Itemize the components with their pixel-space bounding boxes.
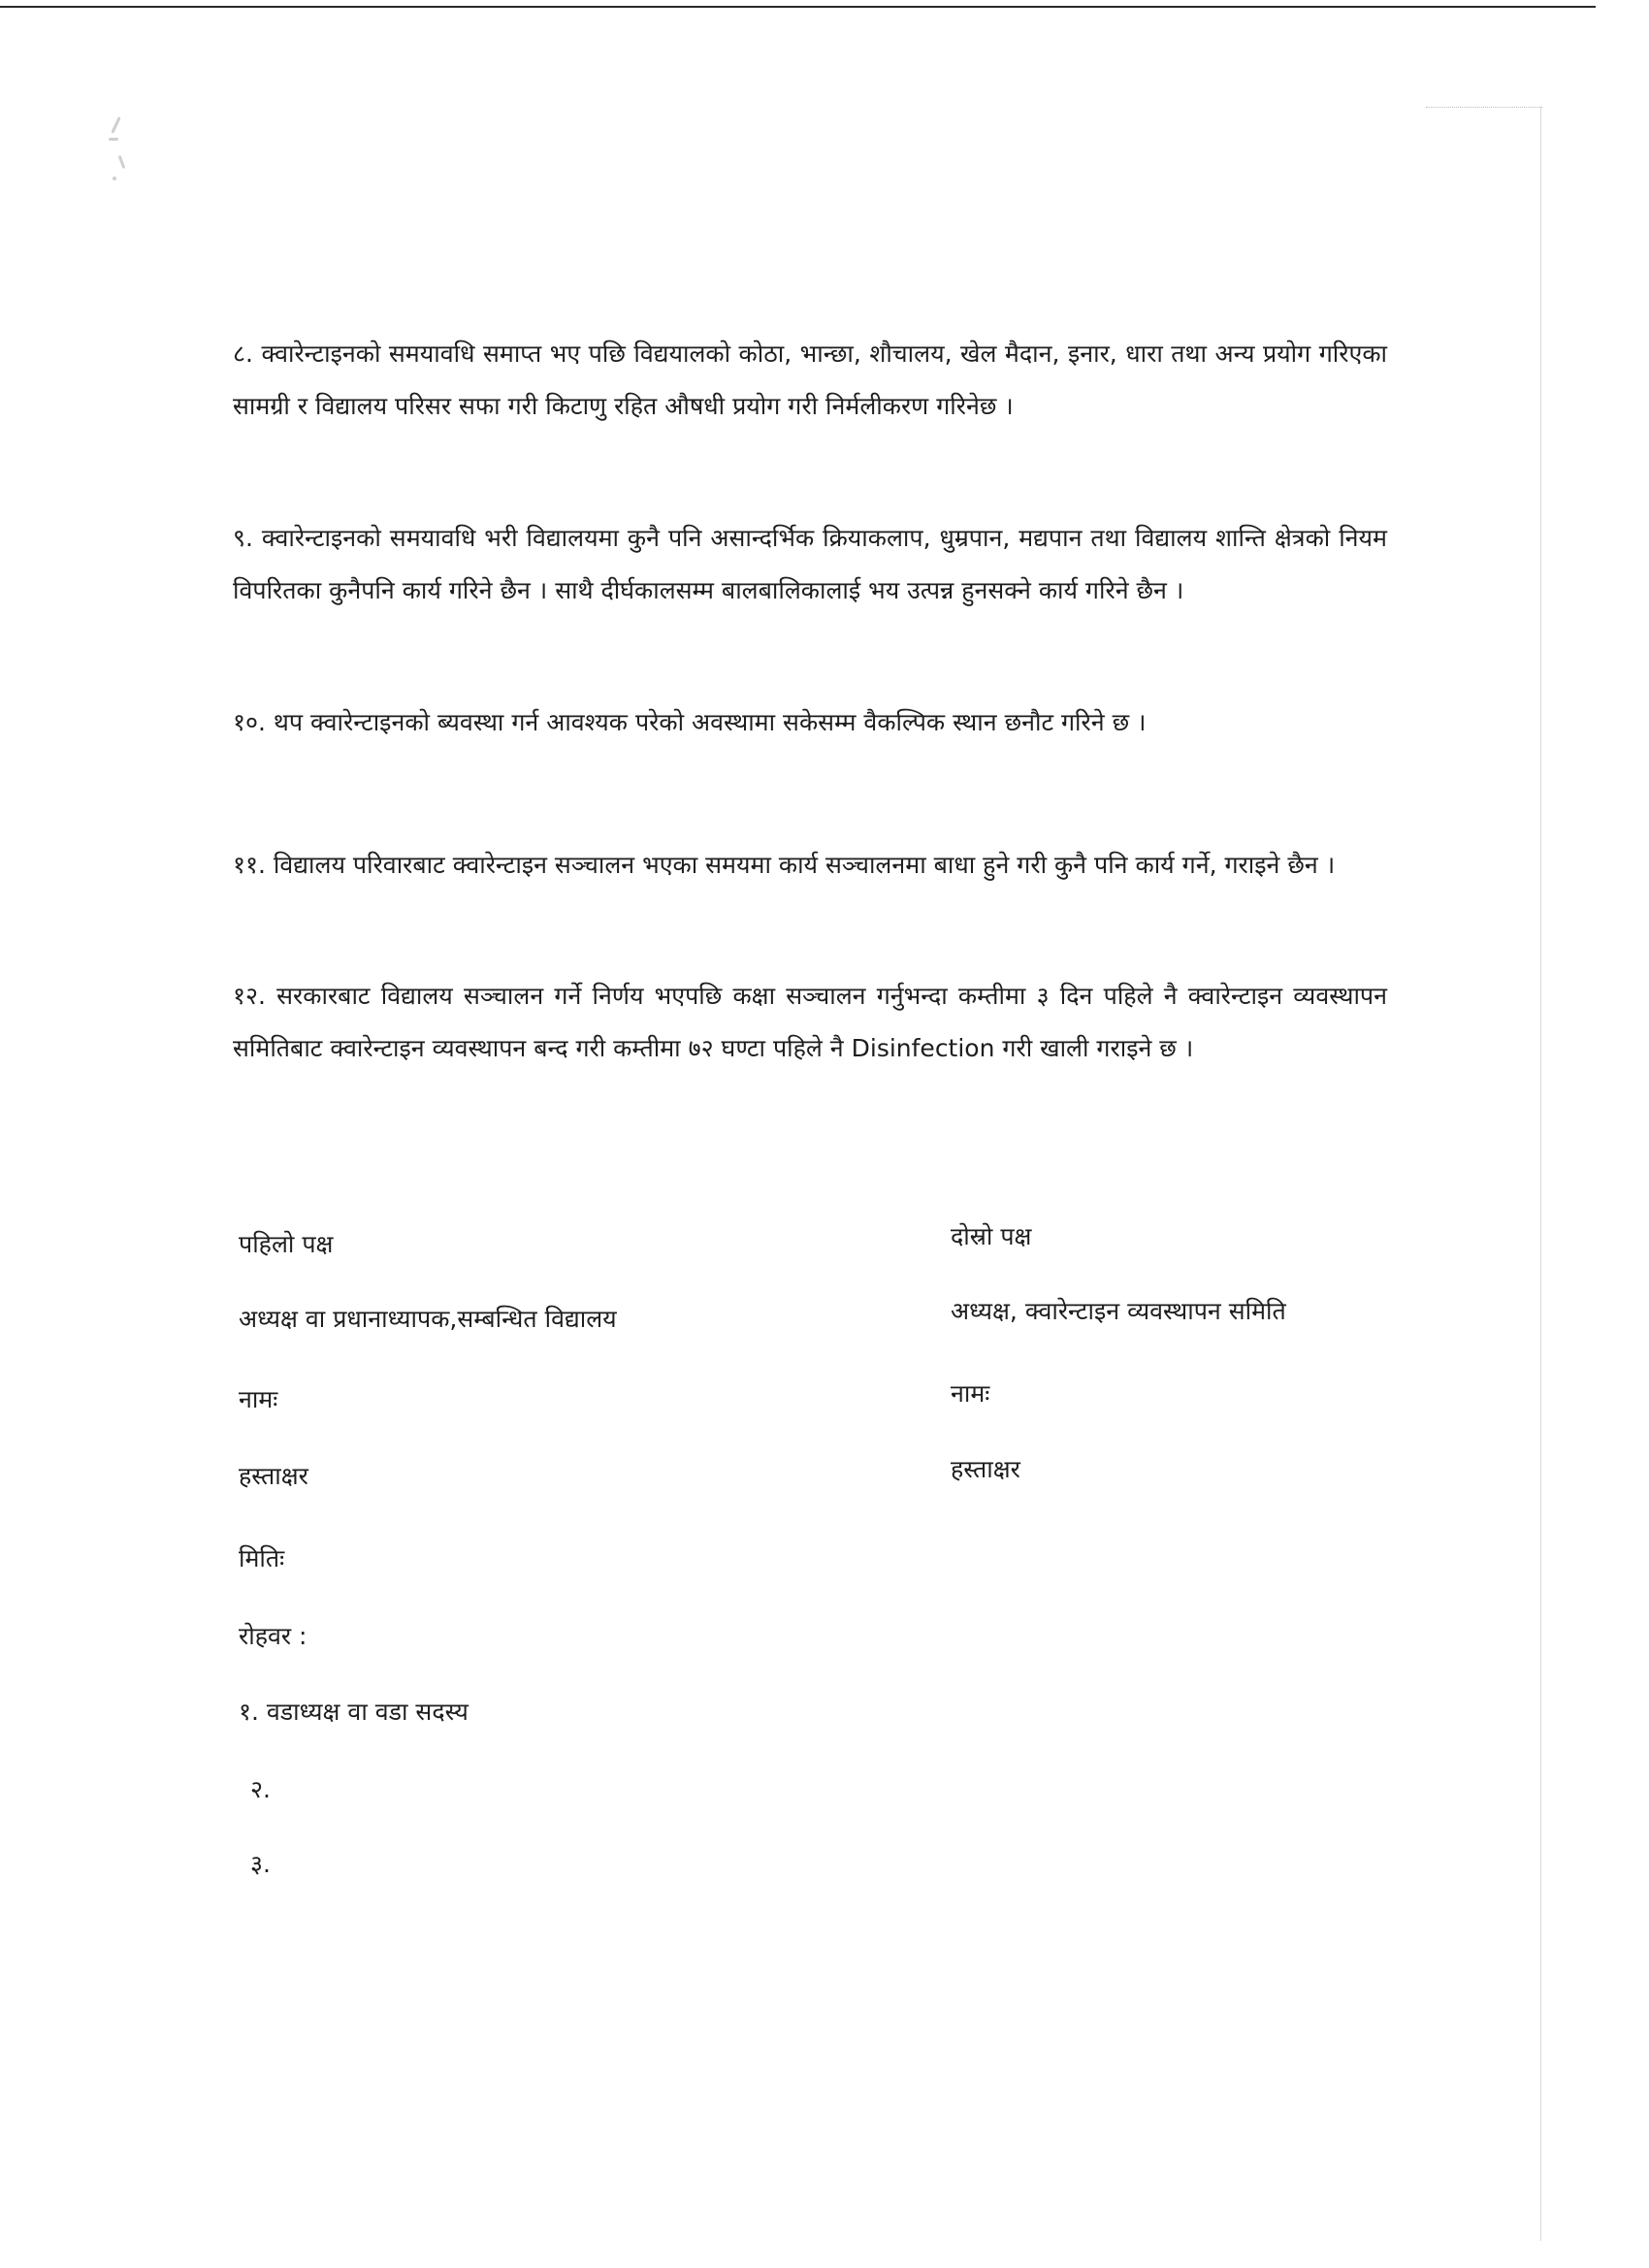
paragraph-8: ८. क्वारेन्टाइनको समयावधि समाप्त भए पछि विद्ययालको कोठा, भान्छा, शौचालय, खेल मैदान, इनार, धारा तथा अन्य प्रयोग गरिएका सामग्री र विद्यालय परिसर सफा गरी किटाणु रहित औषधी प्रयोग गरी निर्मलीकरण गरिनेछ । <box>233 340 1387 420</box>
second-party-name-label: नामः <box>951 1379 990 1408</box>
second-party-heading: दोस्रो पक्ष <box>951 1222 1032 1250</box>
first-party-role: अध्यक्ष वा प्रधानाध्यापक,सम्बन्धित विद्यालय <box>239 1305 617 1333</box>
paragraph-11: ११. विद्यालय परिवारबाट क्वारेन्टाइन सञ्चालन भएका समयमा कार्य सञ्चालनमा बाधा हुने गरी कुनै पनि कार्य गर्ने, गराइने छैन । <box>233 851 1336 879</box>
witness-item: ३. <box>250 1850 271 1878</box>
second-party-signature-label: हस्ताक्षर <box>951 1455 1020 1483</box>
witness-heading: रोहवर : <box>239 1622 307 1650</box>
first-party-heading: पहिलो पक्ष <box>239 1230 334 1258</box>
scan-edge-top <box>0 6 1596 8</box>
witness-item: १. वडाध्यक्ष वा वडा सदस्य <box>239 1698 469 1726</box>
scan-edge-right <box>1540 107 1541 2241</box>
first-party-signature-label: हस्ताक्षर <box>239 1462 308 1490</box>
first-party-date-label: मितिः <box>239 1544 285 1572</box>
scan-mark <box>107 116 128 204</box>
first-party-name-label: नामः <box>239 1385 278 1413</box>
paragraph-12: १२. सरकारबाट विद्यालय सञ्चालन गर्ने निर्णय भएपछि कक्षा सञ्चालन गर्नुभन्दा कम्तीमा ३ दिन पहिले नै क्वारेन्टाइन व्यवस्थापन समितिबाट क्वारेन्टाइन व्यवस्थापन बन्द गरी कम्तीमा ७२ घण्टा पहिले नै Disinfection गरी खाली गराइने छ । <box>233 982 1387 1062</box>
paragraph-10: १०. थप क्वारेन्टाइनको ब्यवस्था गर्न आवश्यक परेको अवस्थामा सकेसम्म वैकल्पिक स्थान छनौट गरिने छ । <box>233 708 1147 736</box>
scan-speck <box>1426 107 1542 110</box>
paragraph-9: ९. क्वारेन्टाइनको समयावधि भरी विद्यालयमा कुनै पनि असान्दर्भिक क्रियाकलाप, धुम्रपान, मद्यपान तथा विद्यालय शान्ति क्षेत्रको नियम विपरितका कुनैपनि कार्य गरिने छैन । साथै दीर्घकालसम्म बालबालिकालाई भय उत्पन्न हुनसक्ने कार्य गरिने छैन । <box>233 524 1387 604</box>
witness-item: २. <box>250 1775 271 1803</box>
second-party-role: अध्यक्ष, क्वारेन्टाइन व्यवस्थापन समिति <box>951 1297 1286 1325</box>
